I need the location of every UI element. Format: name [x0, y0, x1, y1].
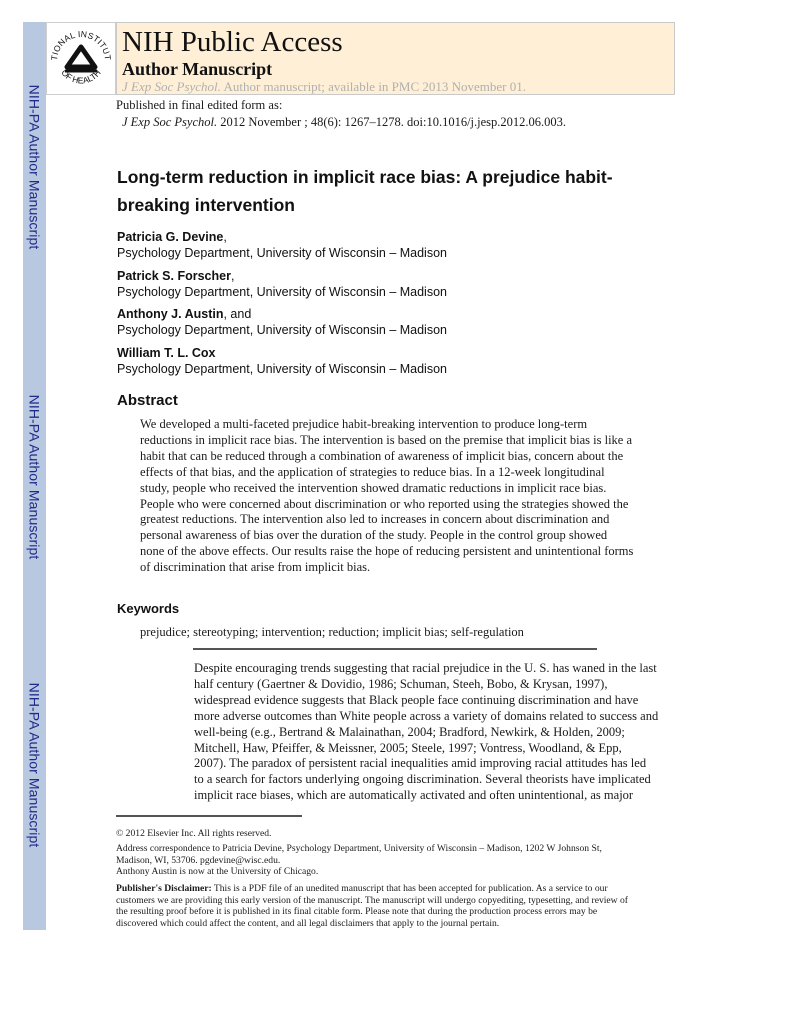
correspondence-address: Address correspondence to Patricia Devine, Psychology Department, University of Wisconsin – Madison, 1202 W Johnson St, Madison, WI, 53706. pgdevine@wisc.edu. Anthony Austin is now at the University of Chicago.	[116, 843, 602, 878]
nih-logo	[46, 22, 116, 95]
header-subtitle: Author Manuscript	[122, 59, 273, 79]
manuscript-sidebar	[23, 22, 46, 930]
publisher-disclaimer: Publisher's Disclaimer: This is a PDF file of an unedited manuscript that has been accepted for publication. As a service to our customers we are providing this early version of the manuscript. The manuscript will undergo copyediting, typesetting, and review of the resulting proof before it is published in its final citable form. Please note that during the production process errors may be discovered which could affect the content, and all legal disclaimers that apply to the journal pertain.	[116, 883, 628, 929]
header-title: NIH Public Access	[122, 26, 343, 58]
svg-text:NATIONAL INSTITUTES: TIONAL INSTITUT	[48, 28, 114, 62]
paper-title: Long-term reduction in implicit race bias: A prejudice habit- breaking intervention	[117, 167, 613, 215]
body-paragraph: Despite encouraging trends suggesting that racial prejudice in the U. S. has waned in the last half century (Gaertner & Dovidio, 1986; Schuman, Steeh, Bobo, & Krysan, 1997), widespread evidence suggests that Black people face continuing discrimination and have more adverse outcomes than White people across a variety of domains related to success and well-being (e.g., Bertrand & Malainathan, 2004; Bradford, Newkirk, & Holden, 2009; Mitchell, Haw, Pfeiffer, & Meissner, 2005; Steele, 1997; Vontress, Woodland, & Epp, 2007). The paradox of persistent racial inequalities amid improving racial attitudes has led to a search for factors underlying ongoing discrimination. Several theorists have implicated implicit race biases, which are automatically activated and often unintentional, as major	[194, 661, 659, 803]
footnote-divider	[116, 815, 302, 817]
author-entry: Patrick S. Forscher, Psychology Department, University of Wisconsin – Madison	[117, 269, 447, 299]
published-label: Published in final edited form as:	[116, 98, 283, 112]
nih-logo-icon	[47, 23, 115, 94]
sidebar-label-middle: NIH-PA Author Manuscript	[26, 394, 43, 560]
sidebar-label-top: NIH-PA Author Manuscript	[26, 84, 43, 250]
author-entry: William T. L. Cox Psychology Department, University of Wisconsin – Madison	[117, 346, 447, 376]
svg-text:OF HEALTH: OF HEALTH	[59, 67, 103, 86]
section-divider	[193, 648, 597, 650]
copyright-notice: © 2012 Elsevier Inc. All rights reserved.	[116, 828, 272, 839]
keywords-heading: Keywords	[117, 601, 180, 616]
keywords-list: prejudice; stereotyping; intervention; reduction; implicit bias; self-regulation	[140, 625, 524, 639]
nih-header	[116, 22, 675, 95]
author-entry: Patricia G. Devine, Psychology Department, University of Wisconsin – Madison	[117, 230, 447, 260]
author-entry: Anthony J. Austin, and Psychology Department, University of Wisconsin – Madison	[117, 307, 447, 337]
sidebar-label-bottom: NIH-PA Author Manuscript	[26, 682, 43, 848]
header-availability: J Exp Soc Psychol. Author manuscript; available in PMC 2013 November 01.	[122, 79, 527, 94]
publication-citation: J Exp Soc Psychol. 2012 November ; 48(6): 1267–1278. doi:10.1016/j.jesp.2012.06.003.	[122, 115, 567, 129]
abstract-heading: Abstract	[117, 392, 178, 409]
abstract-body: We developed a multi-faceted prejudice habit-breaking intervention to produce long-term reductions in implicit race bias. The intervention is based on the premise that implicit bias is like a habit that can be reduced through a combination of awareness of implicit bias, concern about the effects of that bias, and the application of strategies to reduce bias. In a 12-week longitudinal study, people who received the intervention showed dramatic reductions in implicit race bias. People who were concerned about discrimination or who reported using the strategies showed the greatest reductions. The intervention also led to increases in concern about discrimination and personal awareness of bias over the duration of the study. People in the control group showed none of the above effects. Our results raise the hope of reducing persistent and unintentional forms of discrimination that arise from implicit bias.	[140, 417, 634, 575]
